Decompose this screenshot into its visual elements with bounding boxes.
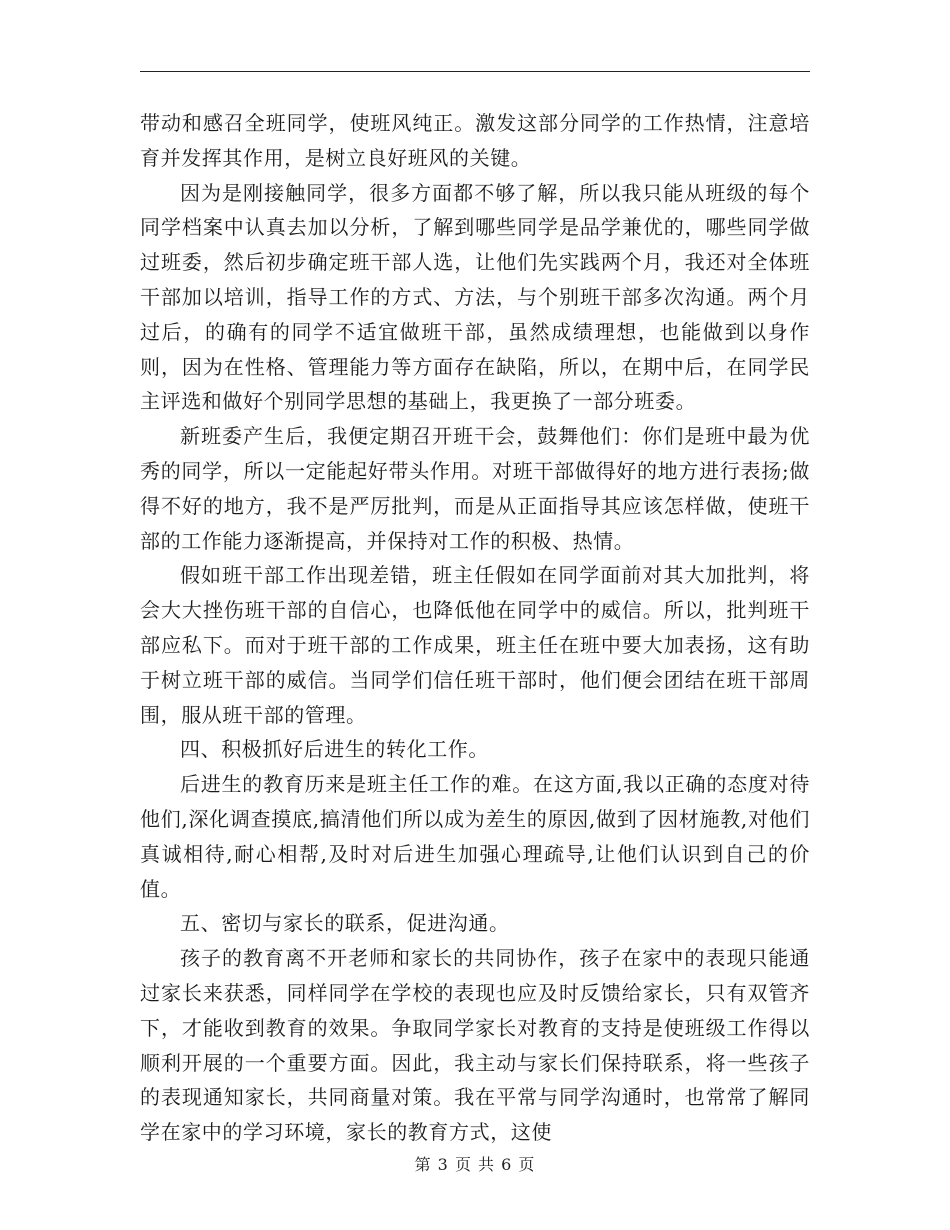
- document-body: [140, 106, 810, 1150]
- section-heading-4: 四、积极抓好后进生的转化工作。: [180, 737, 489, 762]
- header-rule: [140, 71, 810, 72]
- section-heading-5: 五、密切与家长的联系，促进沟通。: [180, 911, 510, 936]
- paragraph-class-committee-selection: 因为是刚接触同学，很多方面都不够了解，所以我只能从班级的每个同学档案中认真去加以分析，了解到哪些同学是品学兼优的，哪些同学做过班委，然后初步确定班干部人选，让他们先实践两个月，我还对全体班干部加以培训，指导工作的方式、方法，与个别班干部多次沟通。两个月过后，的确有的同学不适宜做班干部，虽然成绩理想，也能做到以身作则，因为在性格、管理能力等方面存在缺陷，所以，在期中后，在同学民主评选和做好个别同学思想的基础上，我更换了一部分班委。: [140, 180, 810, 414]
- page-number-footer: 第 3 页 共 6 页: [414, 1155, 536, 1174]
- paragraph-struggling-students: 后进生的教育历来是班主任工作的难。在这方面,我以正确的态度对待他们,深化调查摸底,搞清他们所以成为差生的原因,做到了因材施教,对他们真诚相待,耐心相帮,及时对后进生加强心理疏导,让他们认识到自己的价值。: [140, 772, 810, 901]
- paragraph-parent-contact: 孩子的教育离不开老师和家长的共同协作，孩子在家中的表现只能通过家长来获悉，同样同学在学校的表现也应及时反馈给家长，只有双管齐下，才能收到教育的效果。争取同学家长对教育的支持是使班级工作得以顺利开展的一个重要方面。因此，我主动与家长们保持联系，将一些孩子的表现通知家长，共同商量对策。我在平常与同学沟通时，也常常了解同学在家中的学习环境，家长的教育方式，这使: [140, 946, 810, 1145]
- paragraph-class-committee-meetings: 新班委产生后，我便定期召开班干会，鼓舞他们：你们是班中最为优秀的同学，所以一定能起好带头作用。对班干部做得好的地方进行表扬;做得不好的地方，我不是严厉批判，而是从正面指导其应该怎样做，使班干部的工作能力逐渐提高，并保持对工作的积极、热情。: [140, 424, 810, 553]
- paragraph-criticism-in-private: 假如班干部工作出现差错，班主任假如在同学面前对其大加批判，将会大大挫伤班干部的自信心，也降低他在同学中的威信。所以，批判班干部应私下。而对于班干部的工作成果，班主任在班中要大加表扬，这有助于树立班干部的威信。当同学们信任班干部时，他们便会团结在班干部周围，服从班干部的管理。: [140, 563, 810, 727]
- paragraph-continuation: 带动和感召全班同学，使班风纯正。激发这部分同学的工作热情，注意培育并发挥其作用，是树立良好班风的关键。: [140, 111, 810, 170]
